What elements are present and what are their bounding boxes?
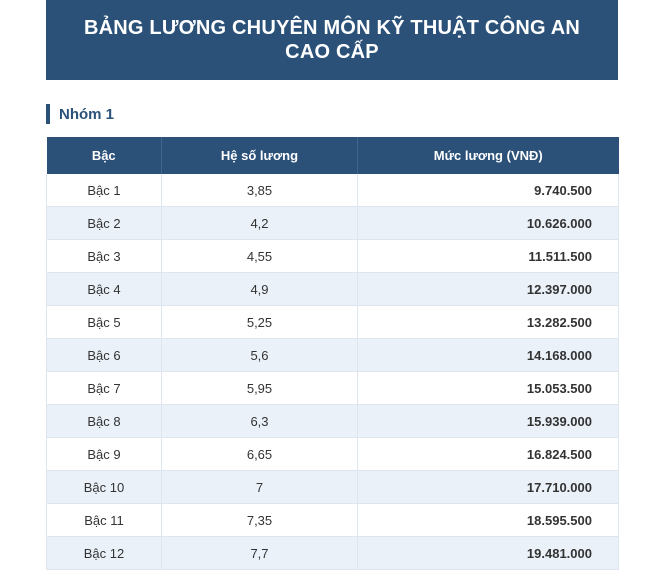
cell-coefficient: 5,6 (162, 339, 358, 372)
cell-level: Bậc 2 (47, 207, 162, 240)
cell-salary: 18.595.500 (358, 504, 619, 537)
cell-level: Bậc 1 (47, 174, 162, 207)
cell-salary: 15.939.000 (358, 405, 619, 438)
cell-coefficient: 7,7 (162, 537, 358, 570)
table-row (47, 240, 619, 273)
cell-coefficient: 7,35 (162, 504, 358, 537)
title-banner (46, 0, 618, 80)
cell-salary: 11.511.500 (358, 240, 619, 273)
header-coefficient: Hệ số lương (162, 137, 358, 174)
cell-coefficient: 5,25 (162, 306, 358, 339)
cell-salary: 10.626.000 (358, 207, 619, 240)
cell-salary: 16.824.500 (358, 438, 619, 471)
cell-coefficient: 5,95 (162, 372, 358, 405)
cell-coefficient: 7 (162, 471, 358, 504)
cell-coefficient: 3,85 (162, 174, 358, 207)
cell-coefficient: 4,2 (162, 207, 358, 240)
cell-level: Bậc 11 (47, 504, 162, 537)
cell-salary: 19.481.000 (358, 537, 619, 570)
table-body (47, 174, 619, 570)
table-row (47, 438, 619, 471)
cell-level: Bậc 6 (47, 339, 162, 372)
table-row (47, 306, 619, 339)
table-row (47, 273, 619, 306)
cell-coefficient: 4,55 (162, 240, 358, 273)
cell-level: Bậc 10 (47, 471, 162, 504)
cell-salary: 17.710.000 (358, 471, 619, 504)
cell-coefficient: 6,3 (162, 405, 358, 438)
cell-salary: 15.053.500 (358, 372, 619, 405)
table-row (47, 372, 619, 405)
table-header-row (47, 137, 619, 174)
table-row (47, 504, 619, 537)
page-title: BẢNG LƯƠNG CHUYÊN MÔN KỸ THUẬT CÔNG AN CAO CẤP (83, 17, 581, 63)
table-row (47, 537, 619, 570)
cell-level: Bậc 3 (47, 240, 162, 273)
header-salary: Mức lương (VNĐ) (358, 137, 619, 174)
cell-level: Bậc 5 (47, 306, 162, 339)
cell-level: Bậc 8 (47, 405, 162, 438)
cell-salary: 12.397.000 (358, 273, 619, 306)
cell-salary: 13.282.500 (358, 306, 619, 339)
cell-salary: 14.168.000 (358, 339, 619, 372)
cell-level: Bậc 12 (47, 537, 162, 570)
group-accent-bar (46, 104, 50, 124)
cell-level: Bậc 4 (47, 273, 162, 306)
cell-coefficient: 6,65 (162, 438, 358, 471)
group-label: Nhóm 1 (59, 105, 115, 123)
cell-level: Bậc 9 (47, 438, 162, 471)
cell-salary: 9.740.500 (358, 174, 619, 207)
table-row (47, 405, 619, 438)
table-row (47, 207, 619, 240)
cell-level: Bậc 7 (47, 372, 162, 405)
table-row (47, 174, 619, 207)
cell-coefficient: 4,9 (162, 273, 358, 306)
table-row (47, 339, 619, 372)
group-heading (46, 104, 114, 124)
salary-table (46, 137, 619, 570)
header-level: Bậc (47, 137, 162, 174)
table-row (47, 471, 619, 504)
